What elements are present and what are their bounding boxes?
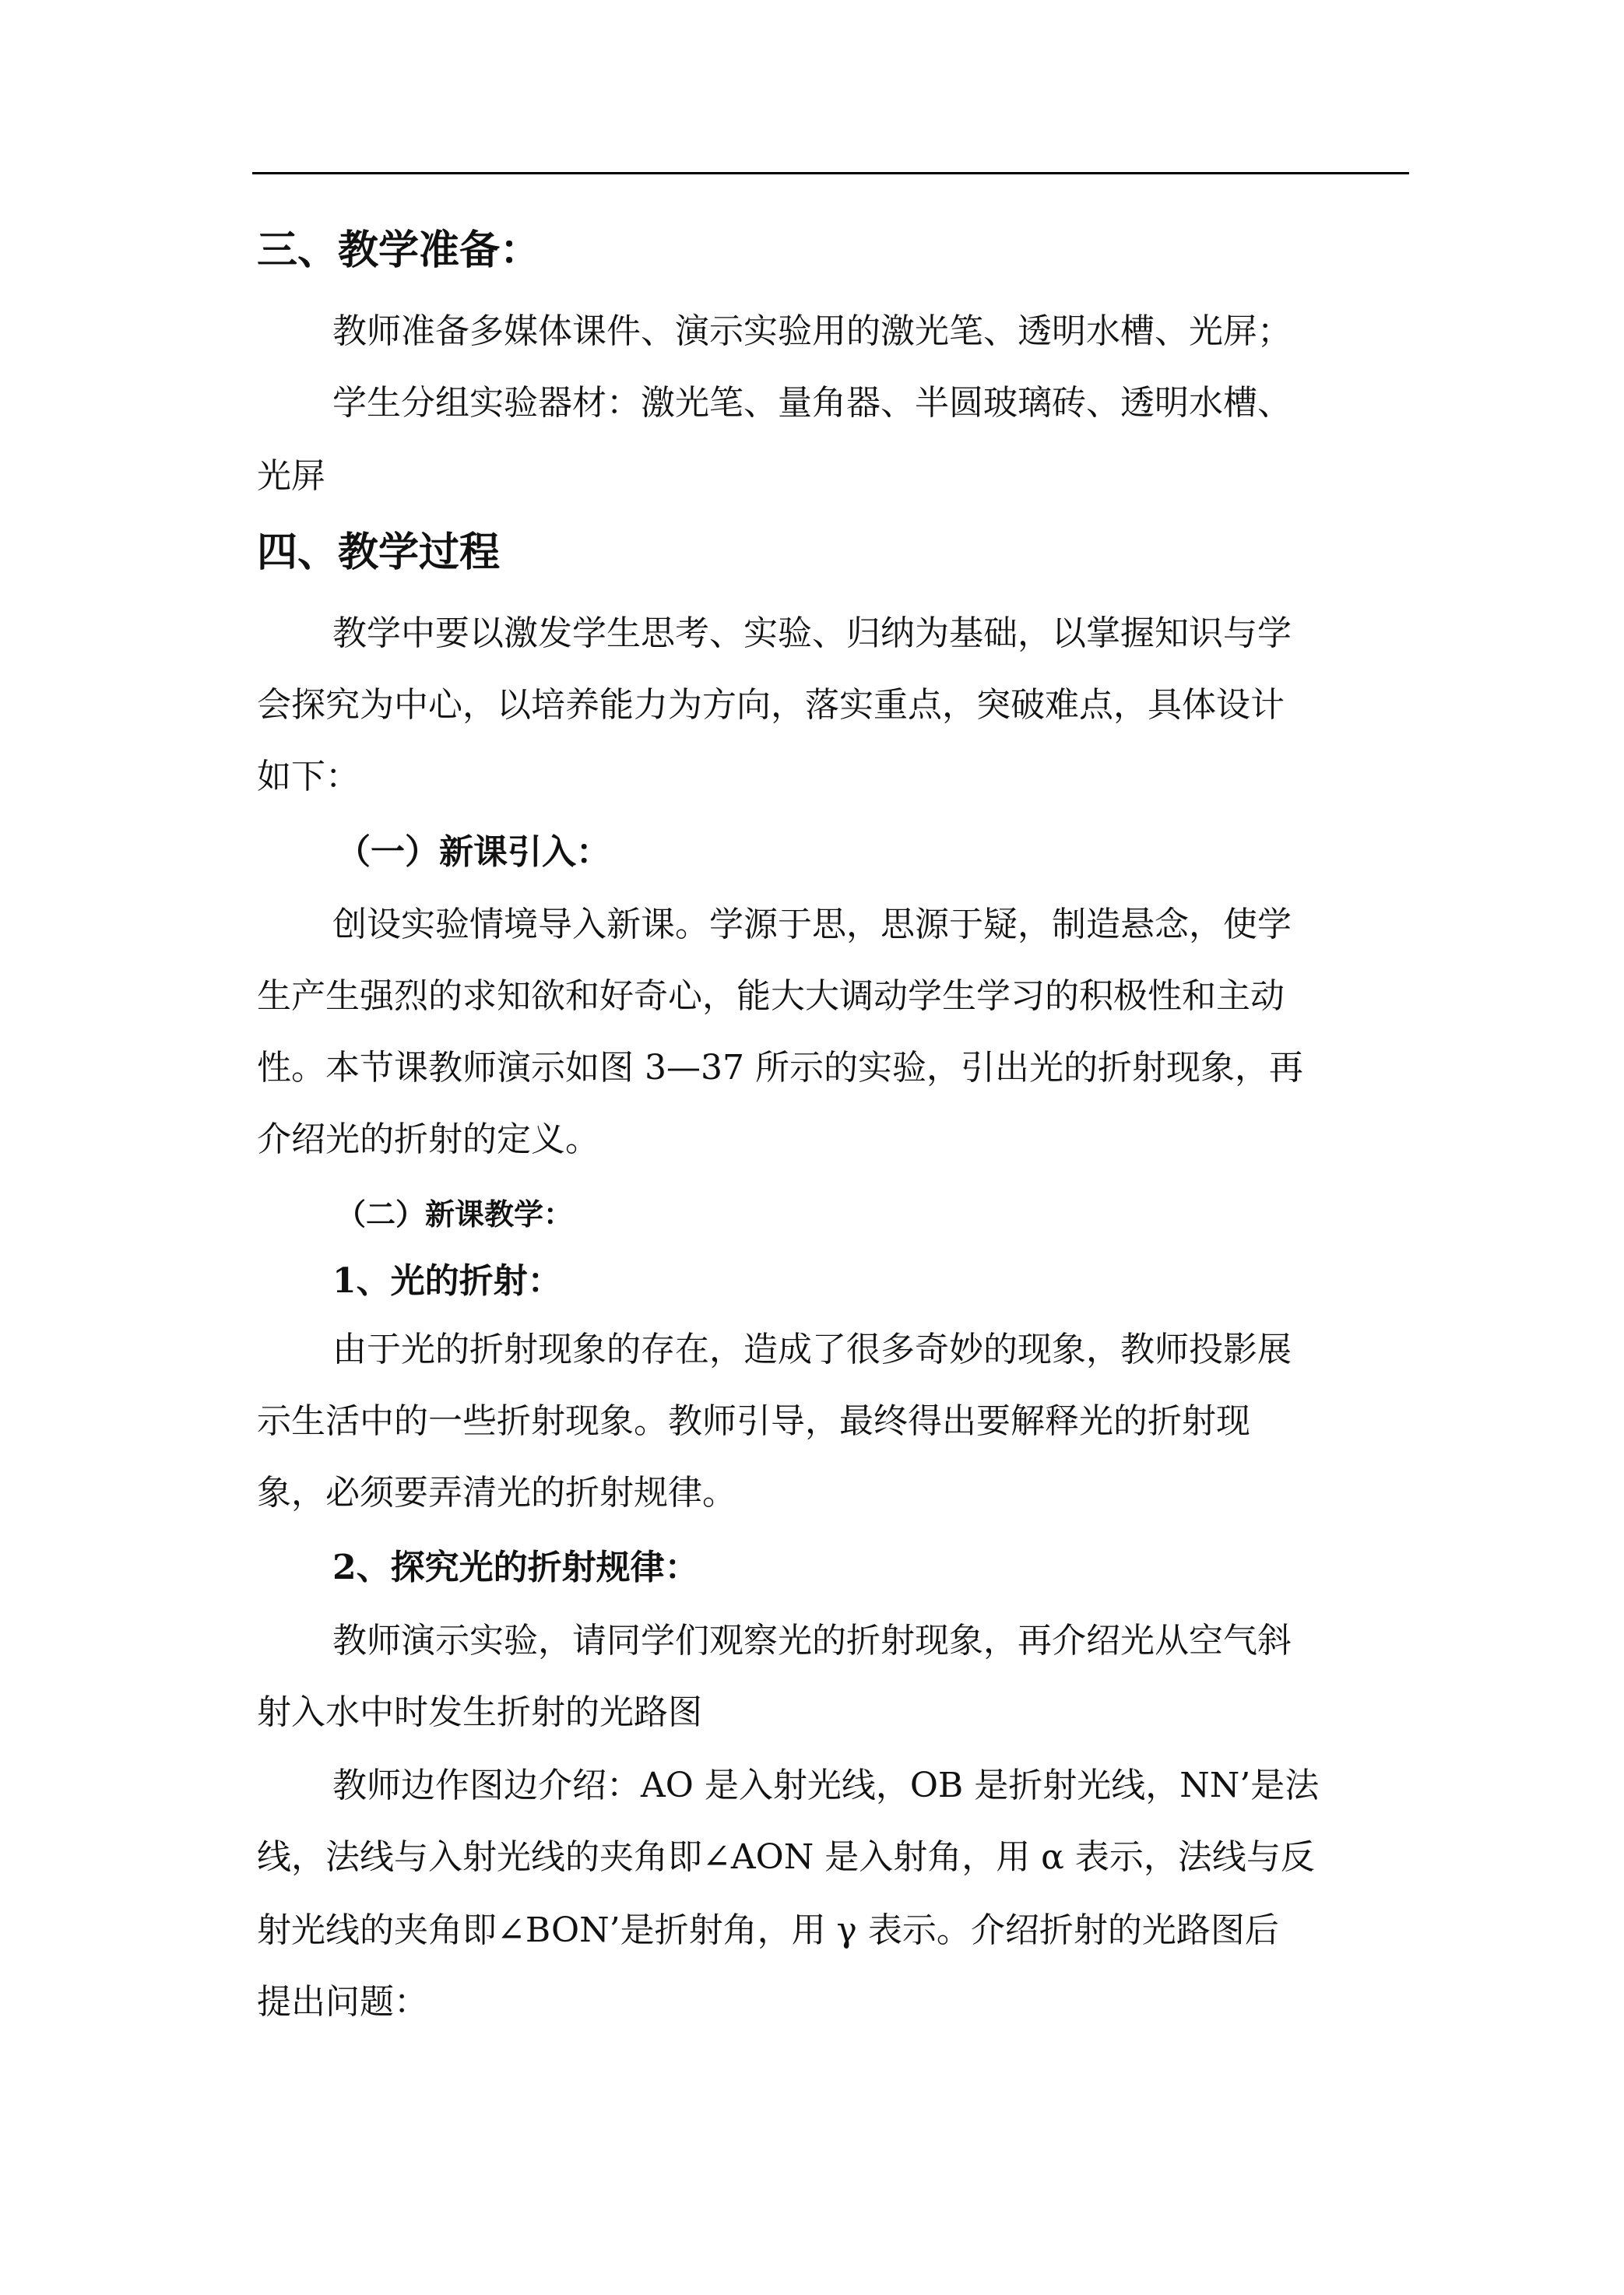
paragraph-line: 学生分组实验器材：激光笔、量角器、半圆玻璃砖、透明水槽、 — [332, 383, 1292, 423]
part-1-heading: （一）新课引入： — [336, 832, 610, 872]
paragraph-line: 射入水中时发生折射的光路图 — [257, 1692, 702, 1732]
paragraph-line: 提出问题： — [257, 1982, 428, 2022]
paragraph-line: 性。本节课教师演示如图 3—37 所示的实验，引出光的折射现象，再 — [257, 1048, 1303, 1088]
paragraph-line: 线，法线与入射光线的夹角即∠AON 是入射角，用 α 表示，法线与反 — [257, 1837, 1315, 1877]
paragraph-line: 由于光的折射现象的存在，造成了很多奇妙的现象，教师投影展 — [332, 1330, 1292, 1369]
paragraph-line: 射光线的夹角即∠BON’是折射角，用 γ 表示。介绍折射的光路图后 — [257, 1910, 1279, 1950]
subsection-1-heading: 1、光的折射： — [332, 1261, 562, 1301]
paragraph-line: 介绍光的折射的定义。 — [257, 1119, 599, 1159]
part-2-heading: （二）新课教学： — [336, 1197, 574, 1232]
section-3-heading: 三、教学准备： — [257, 227, 541, 274]
paragraph-line: 创设实验情境导入新课。学源于思，思源于疑，制造悬念，使学 — [332, 905, 1292, 944]
section-4-heading: 四、教学过程 — [257, 529, 501, 576]
subsection-2-heading: 2、探究光的折射规律： — [332, 1548, 699, 1587]
paragraph-line: 示生活中的一些折射现象。教师引导，最终得出要解释光的折射现 — [257, 1401, 1250, 1441]
paragraph-line: 生产生强烈的求知欲和好奇心，能大大调动学生学习的积极性和主动 — [257, 976, 1285, 1016]
paragraph-line: 会探究为中心，以培养能力为方向，落实重点，突破难点，具体设计 — [257, 685, 1285, 725]
paragraph-line: 光屏 — [257, 456, 325, 496]
paragraph-line: 如下： — [257, 757, 360, 796]
header-rule — [252, 172, 1409, 174]
paragraph-line: 教师边作图边介绍：AO 是入射光线，OB 是折射光线，NN’是法 — [332, 1766, 1320, 1805]
paragraph-line: 象，必须要弄清光的折射规律。 — [257, 1473, 736, 1513]
paragraph-line: 教师演示实验，请同学们观察光的折射现象，再介绍光从空气斜 — [332, 1621, 1292, 1661]
paragraph-line: 教学中要以激发学生思考、实验、归纳为基础，以掌握知识与学 — [332, 613, 1292, 653]
paragraph-line: 教师准备多媒体课件、演示实验用的激光笔、透明水槽、光屏； — [332, 311, 1292, 351]
